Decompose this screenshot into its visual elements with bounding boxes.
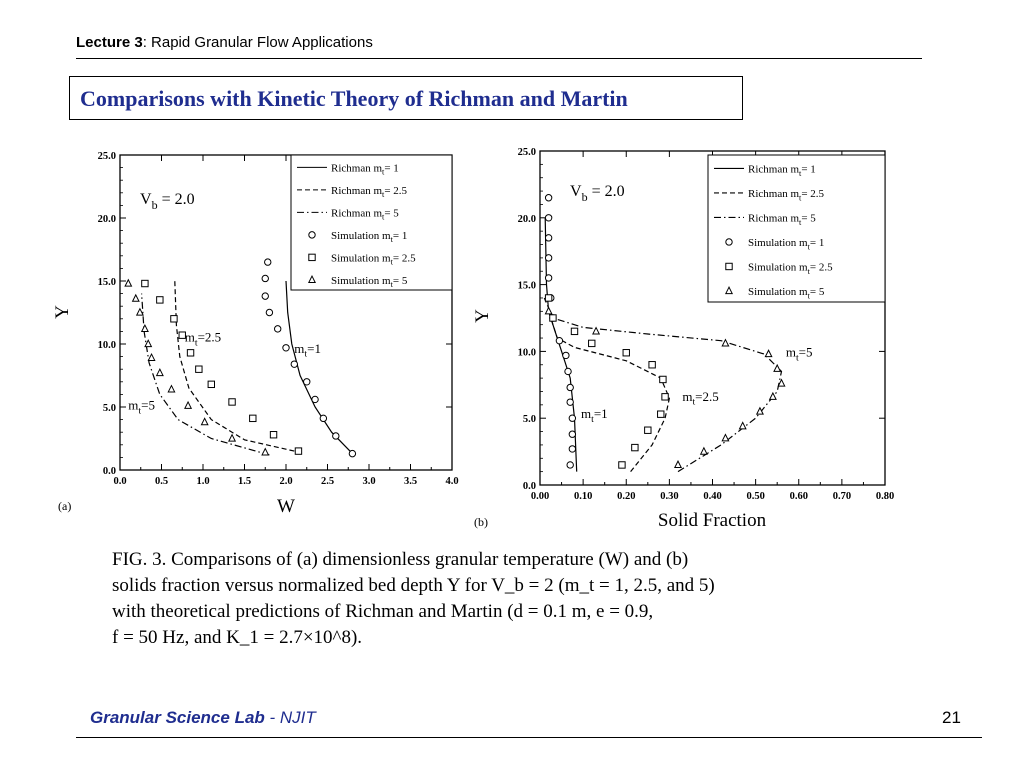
data-point (567, 399, 573, 405)
data-point (266, 309, 272, 315)
data-point (567, 462, 573, 468)
legend-label: Richman $m_t= 5$ (331, 207, 399, 222)
data-point (142, 280, 148, 286)
data-point (185, 402, 191, 408)
data-point (722, 340, 728, 346)
data-point (662, 394, 668, 400)
x-tick-label: 1.5 (237, 476, 252, 487)
y-tick-label: 5.0 (522, 414, 536, 426)
legend-box (291, 155, 452, 290)
bed-velocity-annotation: $V_b = 2.0$ (140, 191, 195, 212)
data-point (593, 328, 599, 334)
data-point (660, 376, 666, 382)
x-axis-label: Solid Fraction (657, 510, 767, 531)
series-richman-m-t-5 (544, 298, 781, 472)
x-tick-label: 0.70 (832, 491, 852, 502)
data-point (770, 393, 776, 399)
data-point (623, 350, 629, 356)
legend-marker (309, 232, 315, 238)
data-point (550, 315, 556, 321)
y-tick-label: 15.0 (517, 280, 536, 292)
data-point (229, 399, 235, 405)
data-point (157, 369, 163, 375)
data-point (739, 422, 745, 428)
figure-caption (112, 547, 872, 651)
lecture-number: Lecture 3 (76, 34, 143, 51)
data-point (171, 316, 177, 322)
data-point (545, 308, 551, 314)
data-point (675, 461, 681, 467)
data-point (137, 309, 143, 315)
x-tick-label: 0.00 (530, 491, 550, 502)
footer-lab (90, 708, 316, 728)
curve-label: $m_t=5$ (128, 397, 155, 417)
series-simulation-m-t-2-5 (545, 295, 668, 468)
y-tick-label: 20.0 (517, 213, 536, 225)
panel-b (472, 147, 894, 531)
footer-lab-name: Granular Science Lab (90, 708, 265, 727)
data-point (208, 381, 214, 387)
slide-title: Comparisons with Kinetic Theory of Richman and Martin (80, 86, 628, 111)
y-tick-label: 0.0 (522, 481, 536, 492)
legend-label: Simulation $m_t= 2.5$ (748, 261, 833, 276)
theory-curve (175, 281, 294, 451)
panel-label: (a) (58, 499, 72, 513)
data-point (567, 384, 573, 390)
data-point (275, 326, 281, 332)
data-point (157, 297, 163, 303)
x-tick-label: 0.5 (154, 476, 169, 487)
legend-label: Simulation $m_t= 5$ (331, 274, 408, 290)
series-simulation-m-t-2-5 (142, 280, 302, 454)
x-tick-label: 3.5 (403, 476, 418, 487)
data-point (774, 365, 780, 371)
legend-label: Richman $m_t= 1$ (748, 163, 816, 178)
data-point (262, 275, 268, 281)
data-point (701, 448, 707, 454)
data-point (312, 396, 318, 402)
theory-curve (549, 311, 670, 471)
panel-a (52, 151, 459, 517)
data-point (569, 446, 575, 452)
data-point (349, 450, 355, 456)
data-point (148, 354, 154, 360)
x-tick-label: 0.0 (113, 476, 127, 487)
series-richman-m-t-2-5 (549, 311, 670, 471)
data-point (632, 444, 638, 450)
data-point (133, 295, 139, 301)
legend (291, 155, 452, 290)
data-point (569, 415, 575, 421)
legend-marker (726, 239, 732, 245)
data-point (569, 431, 575, 437)
data-point (649, 362, 655, 368)
data-point (270, 432, 276, 438)
data-point (778, 380, 784, 386)
x-tick-label: 3.0 (362, 476, 376, 487)
data-point (545, 275, 551, 281)
panel-label: (b) (474, 515, 488, 529)
data-point (283, 345, 289, 351)
legend-label: Simulation $m_t= 1$ (331, 229, 408, 245)
data-point (619, 462, 625, 468)
x-tick-label: 0.10 (573, 491, 593, 502)
data-point (589, 340, 595, 346)
x-tick-label: 0.30 (660, 491, 679, 502)
y-tick-label: 5.0 (102, 403, 116, 414)
y-axis-label: Y (52, 305, 73, 319)
y-tick-label: 0.0 (102, 466, 116, 477)
data-point (545, 295, 551, 301)
legend-label: Richman $m_t= 1$ (331, 162, 399, 177)
y-tick-label: 10.0 (517, 347, 536, 359)
data-point (262, 449, 268, 455)
page-number: 21 (942, 708, 961, 727)
curve-label: $m_t=1$ (294, 340, 321, 360)
data-point (545, 255, 551, 261)
series-simulation-m-t-5 (545, 308, 784, 468)
data-point (229, 435, 235, 441)
theory-curve (544, 298, 781, 472)
footer-lab-affiliation: - NJIT (264, 708, 316, 727)
data-point (196, 366, 202, 372)
data-point (142, 325, 148, 331)
legend-label: Richman $m_t= 2.5$ (748, 187, 825, 203)
data-point (722, 434, 728, 440)
legend-marker (309, 254, 315, 260)
x-tick-label: 4.0 (445, 476, 459, 487)
curve-label: $m_t=2.5$ (184, 329, 222, 349)
data-point (565, 368, 571, 374)
data-point (250, 415, 256, 421)
caption-line-2: solids fraction versus normalized bed depth Y for V_b = 2 (m_t = 1, 2.5, and 5) (112, 575, 715, 596)
data-point (304, 379, 310, 385)
data-point (545, 195, 551, 201)
data-point (201, 418, 207, 424)
legend-marker (726, 263, 732, 269)
legend-box (708, 155, 885, 302)
curve-label: $m_t=1$ (580, 406, 608, 426)
data-point (265, 259, 271, 265)
legend-label: Richman $m_t= 2.5$ (331, 184, 408, 200)
data-point (556, 338, 562, 344)
legend (708, 155, 885, 302)
y-tick-label: 20.0 (97, 214, 116, 225)
data-point (765, 350, 771, 356)
y-tick-label: 25.0 (97, 151, 116, 162)
y-axis-label: Y (472, 309, 493, 323)
curve-label: $m_t=2.5$ (682, 388, 719, 408)
legend-label: Simulation $m_t= 1$ (748, 236, 825, 252)
caption-line-3: with theoretical predictions of Richman and Martin (d = 0.1 m, e = 0.9, (112, 601, 654, 622)
bed-velocity-annotation: $V_b = 2.0$ (570, 183, 625, 204)
caption-line-1: FIG. 3. Comparisons of (a) dimensionless granular temperature (W) and (b) (112, 549, 689, 570)
data-point (187, 350, 193, 356)
footer-divider (76, 737, 982, 738)
y-tick-label: 15.0 (97, 277, 116, 288)
curve-label: $m_t=5$ (785, 344, 813, 364)
data-point (291, 361, 297, 367)
data-point (658, 411, 664, 417)
data-point (545, 215, 551, 221)
x-tick-label: 0.50 (746, 491, 765, 502)
y-tick-label: 25.0 (517, 147, 536, 158)
x-tick-label: 1.0 (196, 476, 210, 487)
data-point (262, 293, 268, 299)
y-tick-label: 10.0 (97, 340, 116, 351)
data-point (295, 448, 301, 454)
x-tick-label: 2.0 (279, 476, 293, 487)
legend-label: Richman $m_t= 5$ (748, 212, 816, 227)
data-point (125, 280, 131, 286)
lecture-topic: : Rapid Granular Flow Applications (142, 34, 373, 51)
data-point (563, 352, 569, 358)
series-richman-m-t-2-5 (175, 281, 294, 451)
data-point (320, 415, 326, 421)
legend-label: Simulation $m_t= 5$ (748, 285, 825, 301)
x-axis-label: W (277, 496, 295, 517)
data-point (571, 328, 577, 334)
x-tick-label: 2.5 (320, 476, 335, 487)
legend-label: Simulation $m_t= 2.5$ (331, 252, 416, 267)
x-tick-label: 0.20 (617, 491, 636, 502)
x-tick-label: 0.80 (875, 491, 895, 502)
x-tick-label: 0.60 (789, 491, 808, 502)
x-tick-label: 0.40 (703, 491, 722, 502)
data-point (545, 235, 551, 241)
data-point (168, 386, 174, 392)
data-point (333, 433, 339, 439)
data-point (645, 427, 651, 433)
caption-line-4: f = 50 Hz, and K_1 = 2.7×10^8). (112, 627, 363, 648)
